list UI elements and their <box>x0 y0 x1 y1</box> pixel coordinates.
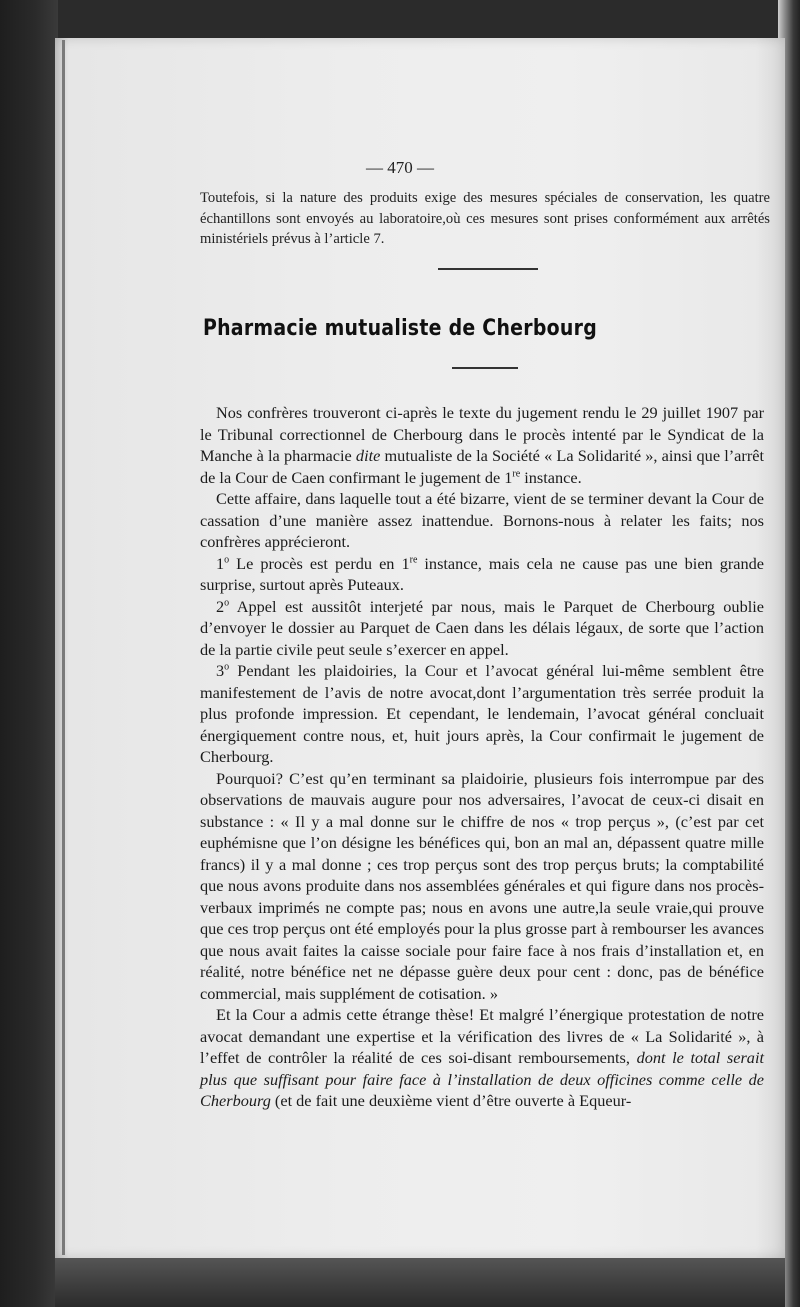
paragraph-7 <box>200 1004 764 1112</box>
title-underline-rule <box>452 367 518 369</box>
paragraph-3-text-c: instance, mais cela ne cause pas une bien grande surprise, surtout après Puteaux. <box>200 553 765 594</box>
paragraph-4-text: Appel est aussitôt interjeté par nous, mais le Parquet de Cherbourg oublie d’envoyer le dossier au Parquet de Caen dans les délais légaux, de sorte que l’action de la partie civile peut seule s’exercer en appel. <box>200 596 764 659</box>
paragraph-7-text-c: (et de fait une deuxième vient d’être ouverte à Equeur- <box>270 1091 632 1110</box>
paragraph-3-text-b: Le procès est perdu en 1 <box>229 553 410 573</box>
paragraph-3-sup2: re <box>409 554 418 566</box>
paragraph-1 <box>200 402 764 488</box>
paragraph-1-text-c: mutualiste de la Société « La Solidarité », ainsi que l’arrêt de la Cour de Caen confirmant le jugement de 1 <box>200 446 764 487</box>
paragraph-7-text-a: Et la Cour a admis cette étrange thèse! Et malgré l’énergique protestation de notre avocat demandant une expertise et la vérification des livres de « La Solidarité », à l’effet de contrôler la réalité de ces soi-disant remboursements, <box>200 1005 764 1067</box>
paragraph-3 <box>200 553 764 596</box>
paragraph-1-text-a: Nos confrères trouveront ci-après le texte du jugement rendu le 29 juillet 1907 par le Tribunal correctionnel de Cherbourg dans le procès intenté par le Syndicat de la Manche à la pharmacie <box>200 403 764 465</box>
paragraph-1-text-d: instance. <box>520 467 582 487</box>
page-binding-edge <box>62 40 65 1255</box>
paragraph-4-sup: o <box>224 597 230 609</box>
paragraph-5-sup: o <box>224 661 230 673</box>
paragraph-1-italic: dite <box>355 446 381 465</box>
scan-left-edge <box>0 0 58 1307</box>
paragraph-3-sup1: o <box>224 554 230 566</box>
article-body <box>200 402 764 1112</box>
paragraph-7-italic: dont le total serait plus que suffisant pour faire face à l’installation de deux officines comme celle de Cherbourg <box>200 1048 764 1110</box>
paragraph-5 <box>200 660 764 768</box>
paragraph-4 <box>200 596 764 661</box>
paragraph-3-num: 1 <box>216 553 225 573</box>
paragraph-6: Pourquoi? C’est qu’en terminant sa plaidoirie, plusieurs fois interrompue par des observations de mauvais augure pour nos adversaires, l’avocat de ceux-ci disait en substance : « Il y a mal donne sur le chiffre de nos « trop perçus », (c’est par cet euphémisne que l’on désigne les bénéfices qui, bon an mal an, dépassent quatre mille francs) il y a mal donne ; ces trop perçus sont des trop perçus bruts; la comptabilité que nous avons produite dans nos assemblées générales et qui figure dans nos procès-verbaux imprimés ne compte pas; nous en avons une autre,la seule vraie,qui prouve que ces trop perçus ont été employés pour la plus grosse part à rembourser les avances que nous avait faites la caisse sociale pour faire face à nos frais d’installation et, en réalité, notre bénéfice net ne dépasse guère deux pour cent : donc, pas de bénéfice commercial, mais supplément de cotisation. » <box>200 768 764 1003</box>
intro-text: Toutefois, si la nature des produits exige des mesures spéciales de conservation, les quatre échantillons sont envoyés au laboratoire,où ces mesures sont prises conformément aux arrêtés ministériels prévus à l’article 7. <box>200 190 770 247</box>
paragraph-2: Cette affaire, dans laquelle tout a été bizarre, vient de se terminer devant la Cour de cassation d’une manière assez inattendue. Bornons-nous à relater les faits; nos confrères apprécieront. <box>200 489 764 551</box>
scan-bottom-shadow <box>55 1258 785 1307</box>
top-separator-rule <box>438 268 538 270</box>
intro-paragraph <box>200 188 770 250</box>
page-number: — 470 — <box>366 158 434 177</box>
paragraph-5-num: 3 <box>216 661 225 680</box>
article-title: Pharmacie mutualiste de Cherbourg <box>202 316 598 341</box>
paragraph-1-sup: re <box>512 468 521 480</box>
paragraph-4-num: 2 <box>216 596 225 616</box>
paragraph-5-text: Pendant les plaidoiries, la Cour et l’avocat général lui-même semblent être manifestement de l’avis de notre avocat,dont l’argumentation très serrée produit la plus profonde impression. Et cependant, le lendemain, l’avocat général concluait énergiquement contre nous, et, huit jours après, la Cour confirmait le jugement de Cherbourg. <box>200 661 764 766</box>
